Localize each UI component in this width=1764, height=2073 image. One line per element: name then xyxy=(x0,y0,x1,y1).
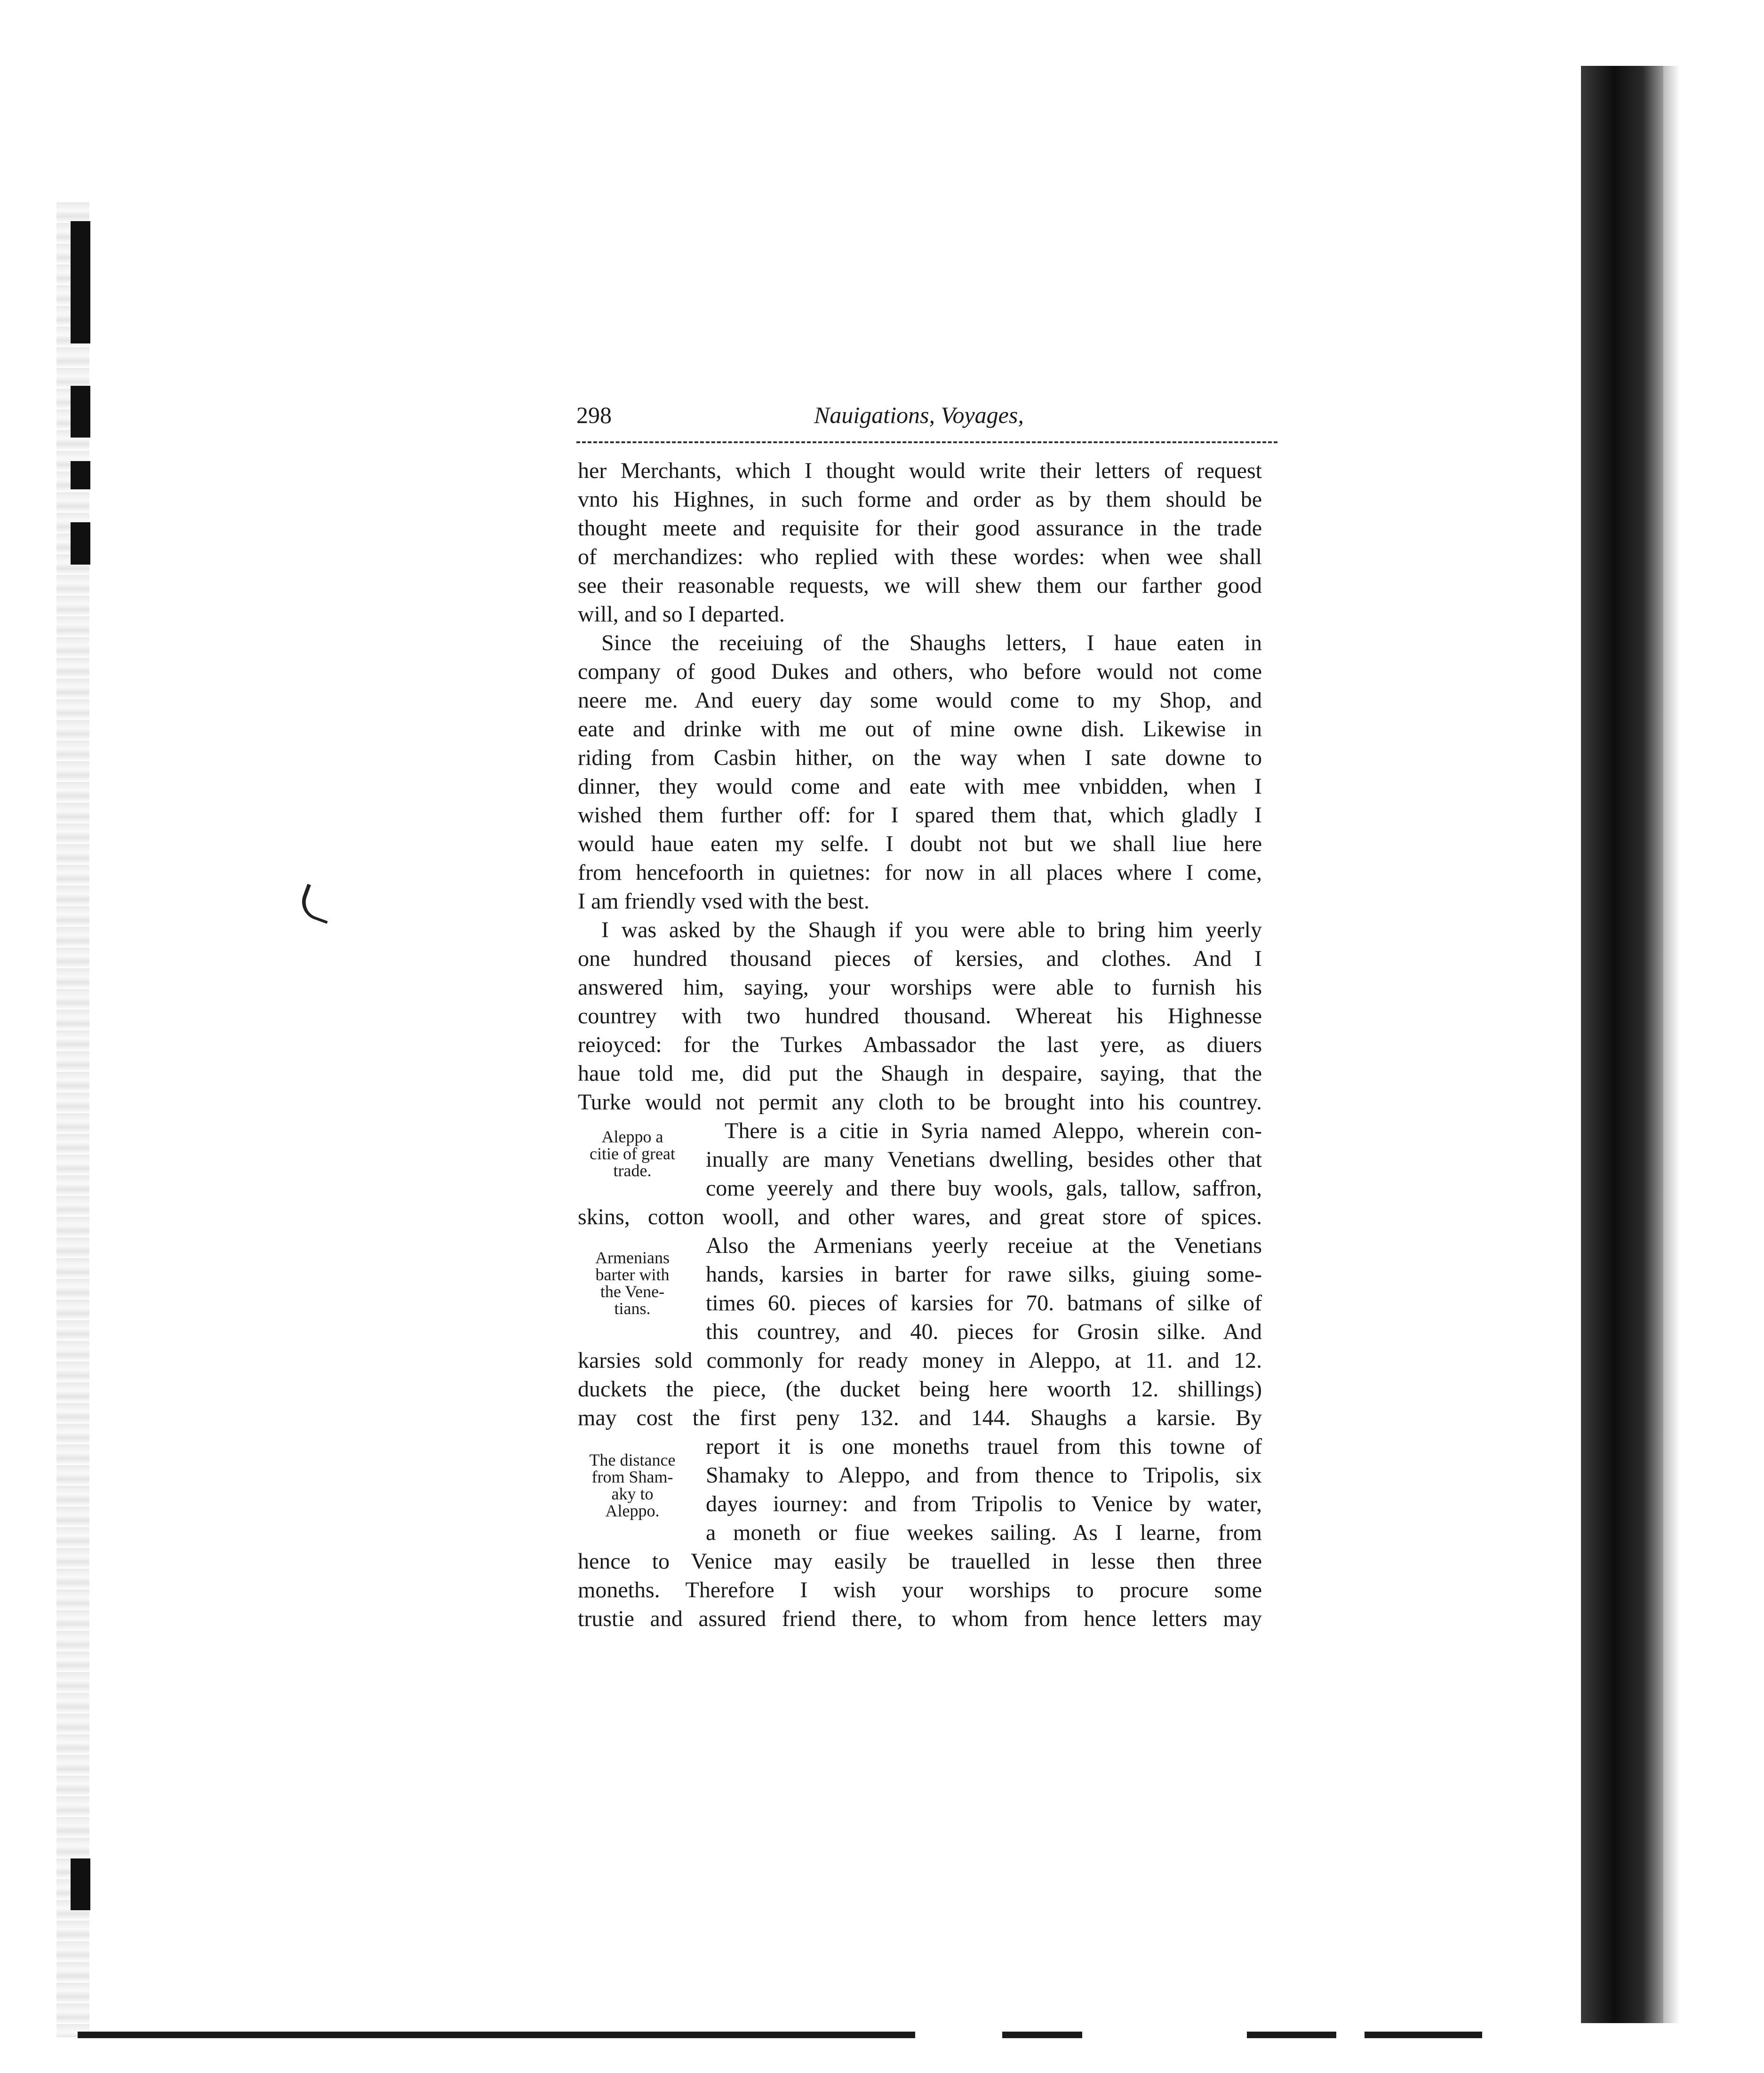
text-line: will, and so I departed. xyxy=(578,602,785,627)
text-line: Shamaky to Aleppo, and from thence to Tripolis, six xyxy=(706,1463,1262,1488)
text-line: Also the Armenians yeerly receiue at the Venetians xyxy=(706,1233,1262,1258)
text-line: dayes iourney: and from Tripolis to Venice by water, xyxy=(706,1491,1262,1516)
text-line: karsies sold commonly for ready money in Aleppo, at 11. and 12. xyxy=(578,1348,1262,1373)
text-line: of merchandizes: who replied with these wordes: when wee shall xyxy=(578,544,1262,569)
side-note-line: tians. xyxy=(614,1299,651,1318)
text-line: answered him, saying, your worships were able to furnish his xyxy=(578,975,1262,1000)
text-line: inually are many Venetians dwelling, besides other that xyxy=(706,1147,1262,1172)
side-note-line: aky to xyxy=(611,1484,654,1503)
side-note-line: The distance xyxy=(589,1451,676,1469)
scan-mark xyxy=(71,386,90,438)
scan-mark xyxy=(71,461,90,489)
scan-bottom-rule xyxy=(1002,2032,1082,2038)
text-line: see their reasonable requests, we will shew them our farther good xyxy=(578,573,1262,598)
text-line: company of good Dukes and others, who before would not come xyxy=(578,659,1262,684)
text-line: hence to Venice may easily be trauelled in lesse then three xyxy=(578,1549,1262,1574)
side-note-line: Armenians xyxy=(595,1248,670,1267)
side-note-line: the Vene- xyxy=(600,1282,665,1301)
text-line: come yeerely and there buy wools, gals, tallow, saffron, xyxy=(706,1176,1262,1201)
side-note-aleppo xyxy=(572,1128,693,1179)
side-note-line: trade. xyxy=(613,1161,652,1180)
text-line: dinner, they would come and eate with mee vnbidden, when I xyxy=(578,774,1262,799)
side-note-line: Aleppo. xyxy=(605,1501,660,1520)
scan-mark xyxy=(71,1858,90,1910)
margin-curl-mark xyxy=(297,884,337,924)
side-note-distance xyxy=(572,1451,693,1519)
text-line: from hencefoorth in quietnes: for now in all places where I come, xyxy=(578,860,1262,885)
text-line: report it is one moneths trauel from this towne of xyxy=(706,1434,1262,1459)
text-line: haue told me, did put the Shaugh in despaire, saying, that the xyxy=(578,1061,1262,1086)
side-note-line: barter with xyxy=(595,1265,670,1284)
text-line: riding from Casbin hither, on the way when I sate downe to xyxy=(578,745,1262,770)
text-line: this countrey, and 40. pieces for Grosin silke. And xyxy=(706,1319,1262,1344)
text-line: vnto his Highnes, in such forme and order as by them should be xyxy=(578,487,1262,512)
scan-bottom-rule xyxy=(1365,2032,1482,2038)
text-line: I am friendly vsed with the best. xyxy=(578,889,870,914)
scan-edge-right-fade xyxy=(1663,66,1680,2023)
text-line: eate and drinke with me out of mine owne dish. Likewise in xyxy=(578,717,1262,741)
text-line: duckets the piece, (the ducket being here woorth 12. shillings) xyxy=(578,1377,1262,1402)
text-line: countrey with two hundred thousand. Whereat his Highnesse xyxy=(578,1004,1262,1029)
side-note-line: Aleppo a xyxy=(601,1127,663,1146)
scan-mark xyxy=(71,221,90,343)
scan-edge-right xyxy=(1581,66,1663,2023)
side-note-line: citie of great xyxy=(590,1144,675,1163)
header-rule xyxy=(576,441,1277,443)
text-line: one hundred thousand pieces of kersies, and clothes. And I xyxy=(578,946,1262,971)
text-line: skins, cotton wooll, and other wares, and great store of spices. xyxy=(578,1204,1262,1229)
side-note-armenians xyxy=(572,1249,693,1317)
text-line: neere me. And euery day some would come to my Shop, and xyxy=(578,688,1262,713)
scan-mark xyxy=(71,522,90,565)
text-line: may cost the first peny 132. and 144. Shaughs a karsie. By xyxy=(578,1405,1262,1430)
text-line: Turke would not permit any cloth to be brought into his countrey. xyxy=(578,1090,1262,1115)
text-line: hands, karsies in barter for rawe silks, giuing some- xyxy=(706,1262,1262,1287)
text-line: reioyced: for the Turkes Ambassador the last yere, as diuers xyxy=(578,1032,1262,1057)
scan-bottom-rule xyxy=(1247,2032,1336,2038)
text-line: trustie and assured friend there, to whom from hence letters may xyxy=(578,1606,1262,1631)
text-line: There is a citie in Syria named Aleppo, wherein con- xyxy=(725,1118,1262,1143)
text-line: moneths. Therefore I wish your worships to procure some xyxy=(578,1578,1262,1603)
text-line: I was asked by the Shaugh if you were able to bring him yeerly xyxy=(601,917,1262,942)
side-note-line: from Sham- xyxy=(591,1467,673,1486)
text-line: times 60. pieces of karsies for 70. batmans of silke of xyxy=(706,1291,1262,1316)
text-line: would haue eaten my selfe. I doubt not but we shall liue here xyxy=(578,831,1262,856)
text-line: thought meete and requisite for their good assurance in the trade xyxy=(578,516,1262,541)
text-line: her Merchants, which I thought would write their letters of request xyxy=(578,458,1262,483)
running-head: Nauigations, Voyages, xyxy=(814,402,1024,428)
scan-bottom-rule xyxy=(78,2032,915,2038)
page-number: 298 xyxy=(576,402,612,428)
text-line: wished them further off: for I spared them that, which gladly I xyxy=(578,803,1262,828)
text-line: a moneth or fiue weekes sailing. As I learne, from xyxy=(706,1520,1262,1545)
text-line: Since the receiuing of the Shaughs letters, I haue eaten in xyxy=(601,630,1262,655)
